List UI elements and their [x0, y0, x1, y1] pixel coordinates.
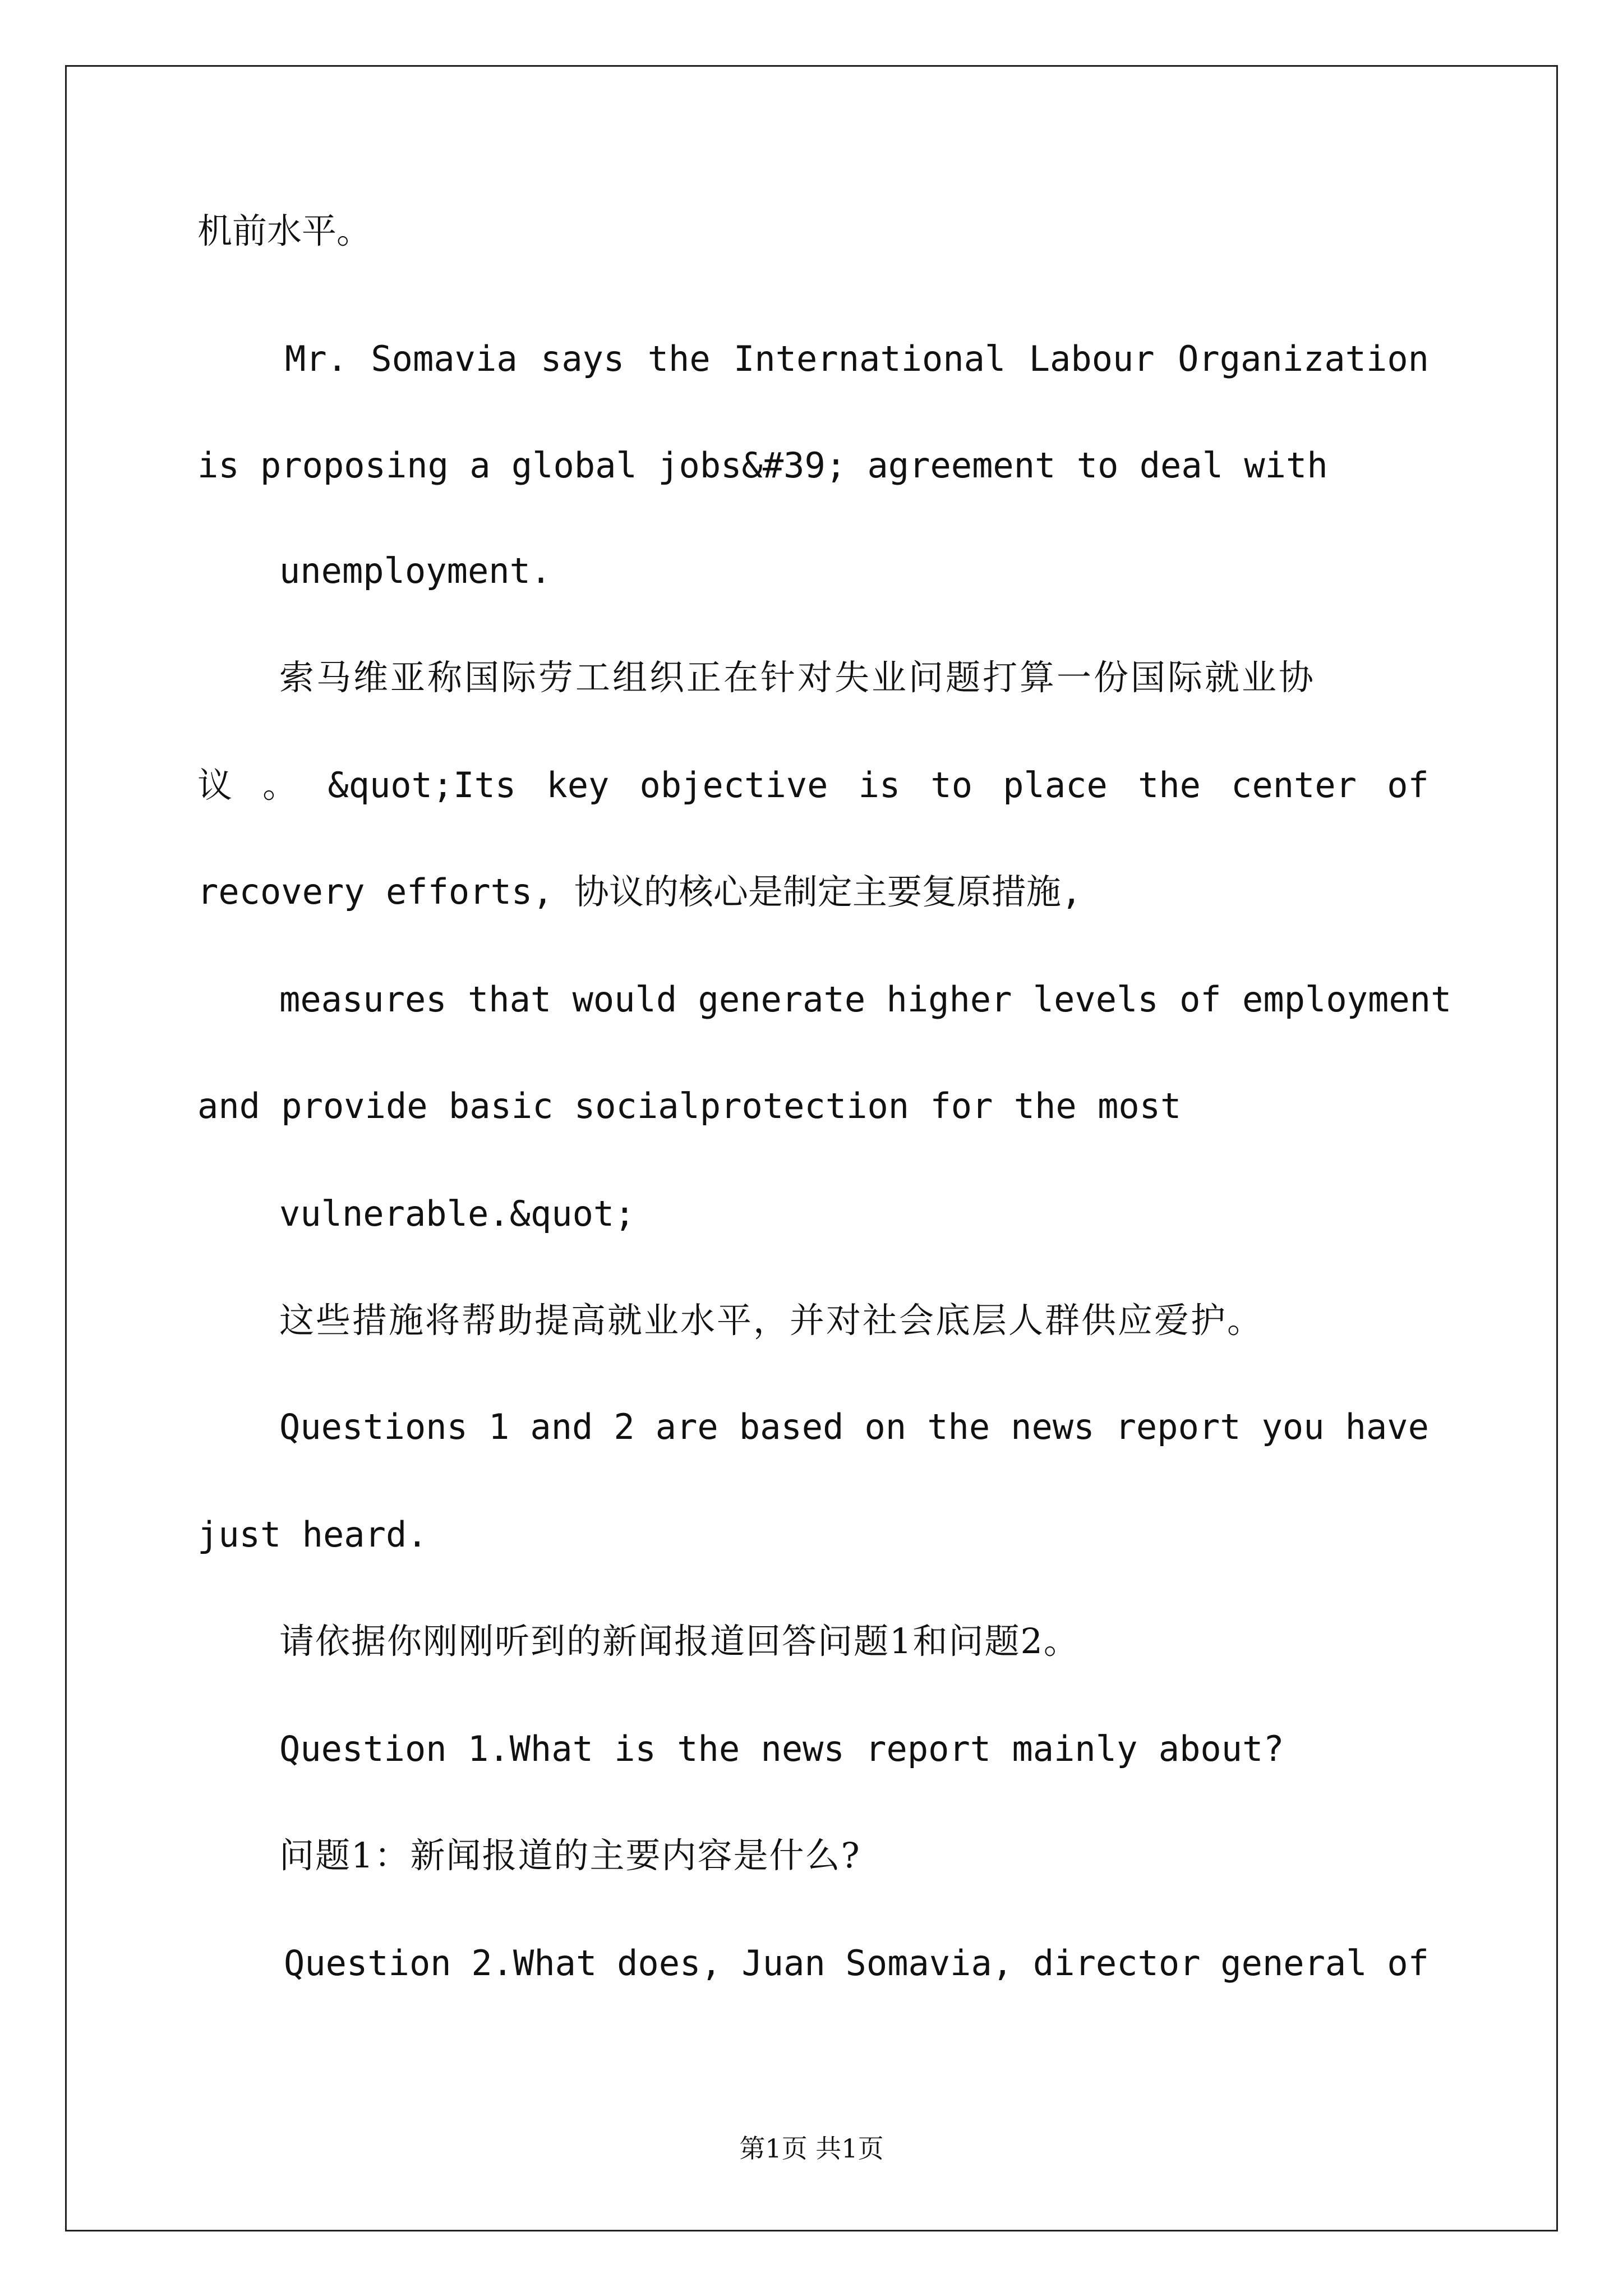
text-line-9: and provide basic socialprotection for the most — [197, 1085, 1182, 1126]
text-line-4: unemployment. — [279, 550, 552, 591]
text-line-12: Questions 1 and 2 are based on the news report you have — [279, 1406, 1429, 1447]
text-line-5: 索马维亚称国际劳工组织正在针对失业问题打算一份国际就业协 — [279, 657, 1316, 698]
text-line-3: is proposing a global jobs&#39; agreement to deal with — [197, 445, 1328, 486]
text-line-7: recovery efforts, 协议的核心是制定主要复原措施, — [197, 871, 1082, 912]
text-line-8: measures that would generate higher levels of employment — [279, 979, 1452, 1020]
text-line-6: 议 。 &quot;Its key objective is to place the center of — [197, 765, 1429, 806]
text-line-1: 机前水平。 — [197, 210, 372, 251]
text-line-17: Question 2.What does, Juan Somavia, director general of — [284, 1943, 1429, 1984]
text-line-14: 请依据你刚刚听到的新闻报道回答问题1和问题2。 — [279, 1621, 1080, 1662]
page-footer: 第1页 共1页 — [739, 2133, 884, 2164]
text-line-13: just heard. — [197, 1514, 428, 1555]
page-border — [65, 65, 1558, 2231]
text-line-16: 问题1：新闻报道的主要内容是什么? — [279, 1835, 861, 1876]
text-line-11: 这些措施将帮助提高就业水平，并对社会底层人群供应爱护。 — [279, 1300, 1264, 1341]
text-line-10: vulnerable.&quot; — [279, 1193, 635, 1234]
text-line-2: Mr. Somavia says the International Labour Organization — [285, 338, 1429, 379]
text-line-15: Question 1.What is the news report mainly about? — [279, 1728, 1284, 1769]
